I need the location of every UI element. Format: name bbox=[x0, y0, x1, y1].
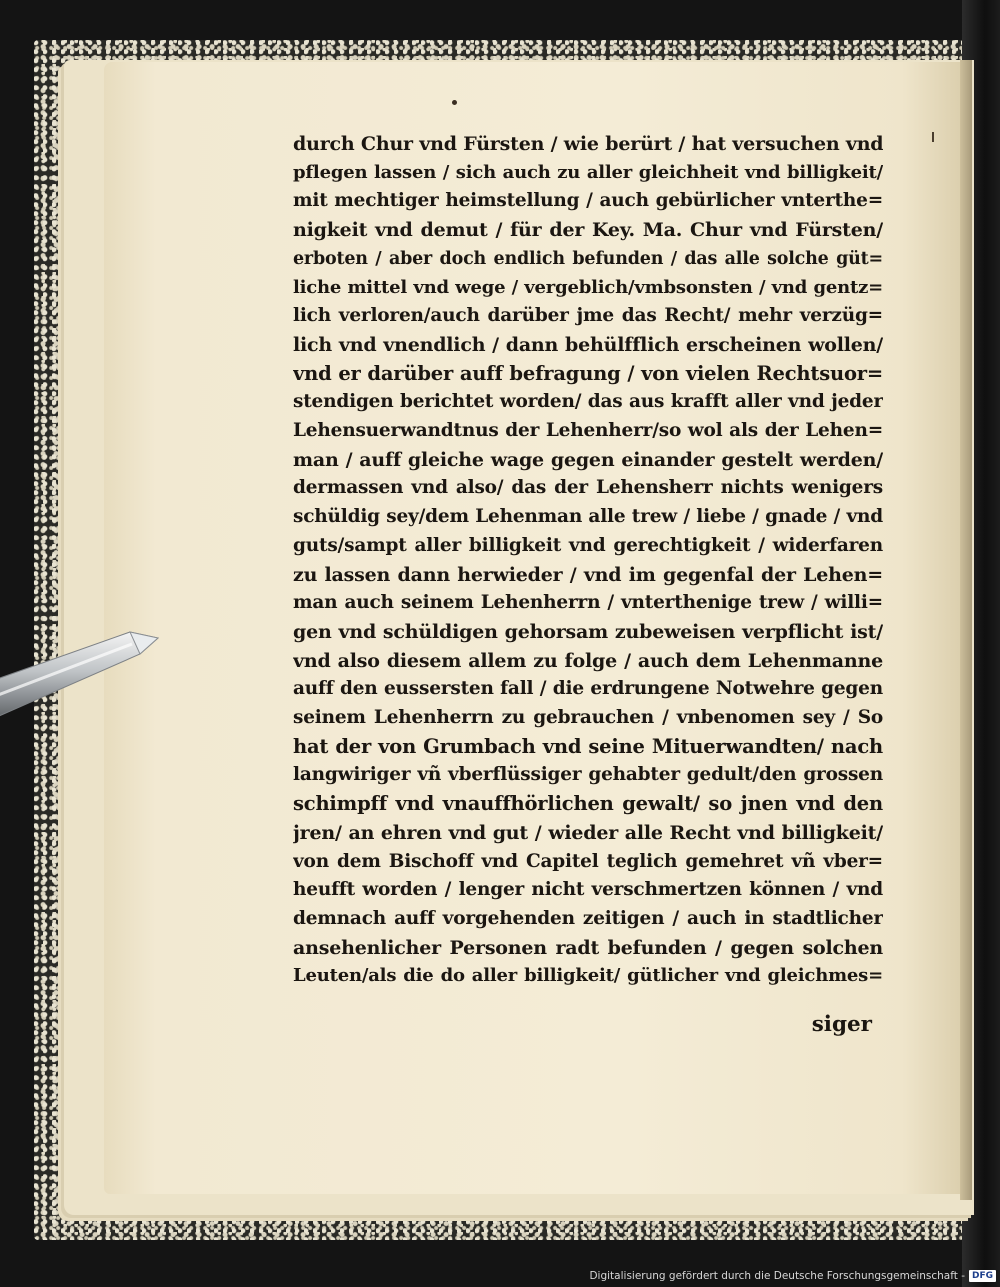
text-line: von dem Bischoff vnd Capitel teglich gemehret vñ vber= bbox=[293, 850, 883, 872]
text-line: durch Chur vnd Fürsten / wie berürt / hat versuchen vnd bbox=[293, 133, 883, 155]
text-line: vnd er darüber auff befragung / von vielen Rechtsuor= bbox=[293, 361, 883, 385]
text-line: lich verloren/auch darüber jme das Recht/ mehr verzüg= bbox=[293, 305, 883, 327]
page-edge-shadow bbox=[960, 60, 972, 1200]
text-line: Leuten/als die do aller billigkeit/ gütlicher vnd gleichmes= bbox=[293, 965, 883, 987]
text-line: ansehenlicher Personen radt befunden / gegen solchen bbox=[293, 936, 883, 959]
text-line: guts/sampt aller billigkeit vnd gerechtigkeit / widerfaren bbox=[293, 534, 883, 556]
text-line: langwiriger vñ vberflüssiger gehabter gedult/den grossen bbox=[293, 764, 883, 786]
text-line: man / auff gleiche wage gegen einander gestelt werden/ bbox=[293, 448, 883, 471]
text-line: stendigen berichtet worden/ das aus krafft aller vnd jeder bbox=[293, 391, 883, 413]
text-line: heufft worden / lenger nicht verschmertzen können / vnd bbox=[293, 879, 883, 901]
page-text-block bbox=[293, 130, 883, 991]
text-line: gen vnd schüldigen gehorsam zubeweisen verpflicht ist/ bbox=[293, 620, 883, 643]
footer-text: Digitalisierung gefördert durch die Deutsche Forschungsgemeinschaft - bbox=[589, 1270, 965, 1282]
text-line: seinem Lehenherrn zu gebrauchen / vnbenomen sey / So bbox=[293, 707, 883, 729]
text-line: pflegen lassen / sich auch zu aller gleichheit vnd billigkeit/ bbox=[293, 161, 883, 183]
text-line: dermassen vnd also/ das der Lehensherr nichts wenigers bbox=[293, 477, 883, 499]
text-line: schimpff vnd vnauffhörlichen gewalt/ so jnen vnd den bbox=[293, 792, 883, 816]
text-line: schüldig sey/dem Lehenman alle trew / liebe / gnade / vnd bbox=[293, 506, 883, 528]
text-line: auff den eussersten fall / die erdrungene Notwehre gegen bbox=[293, 678, 883, 700]
text-line: erboten / aber doch endlich befunden / das alle solche güt= bbox=[293, 248, 883, 269]
text-line: vnd also diesem allem zu folge / auch dem Lehenmanne bbox=[293, 649, 883, 672]
ink-tick-mark bbox=[932, 132, 934, 142]
text-line: demnach auff vorgehenden zeitigen / auch in stadtlicher bbox=[293, 907, 883, 929]
text-line: lich vnd vnendlich / dann behülfflich erscheinen wollen/ bbox=[293, 333, 883, 356]
dfg-logo: DFG bbox=[969, 1270, 996, 1282]
text-line: nigkeit vnd demut / für der Key. Ma. Chur vnd Fürsten/ bbox=[293, 219, 883, 242]
text-line: liche mittel vnd wege / vergeblich/vmbsonsten / vnd gentz= bbox=[293, 276, 883, 298]
text-line: zu lassen dann herwieder / vnd im gegenfal der Lehen= bbox=[293, 563, 883, 586]
text-line: jren/ an ehren vnd gut / wieder alle Recht vnd billigkeit/ bbox=[293, 821, 883, 844]
text-line: hat der von Grumbach vnd seine Mituerwandten/ nach bbox=[293, 734, 883, 758]
text-line: Lehensuerwandtnus der Lehenherr/so wol als der Lehen= bbox=[293, 420, 883, 442]
footer-credit bbox=[589, 1269, 996, 1283]
ink-dot-mark bbox=[452, 100, 457, 105]
pen-pointer-icon bbox=[0, 630, 170, 720]
text-line: man auch seinem Lehenherrn / vnterthenige trew / willi= bbox=[293, 592, 883, 614]
text-line: mit mechtiger heimstellung / auch gebürlicher vnterthe= bbox=[293, 190, 883, 212]
catchword: siger bbox=[811, 1012, 872, 1037]
